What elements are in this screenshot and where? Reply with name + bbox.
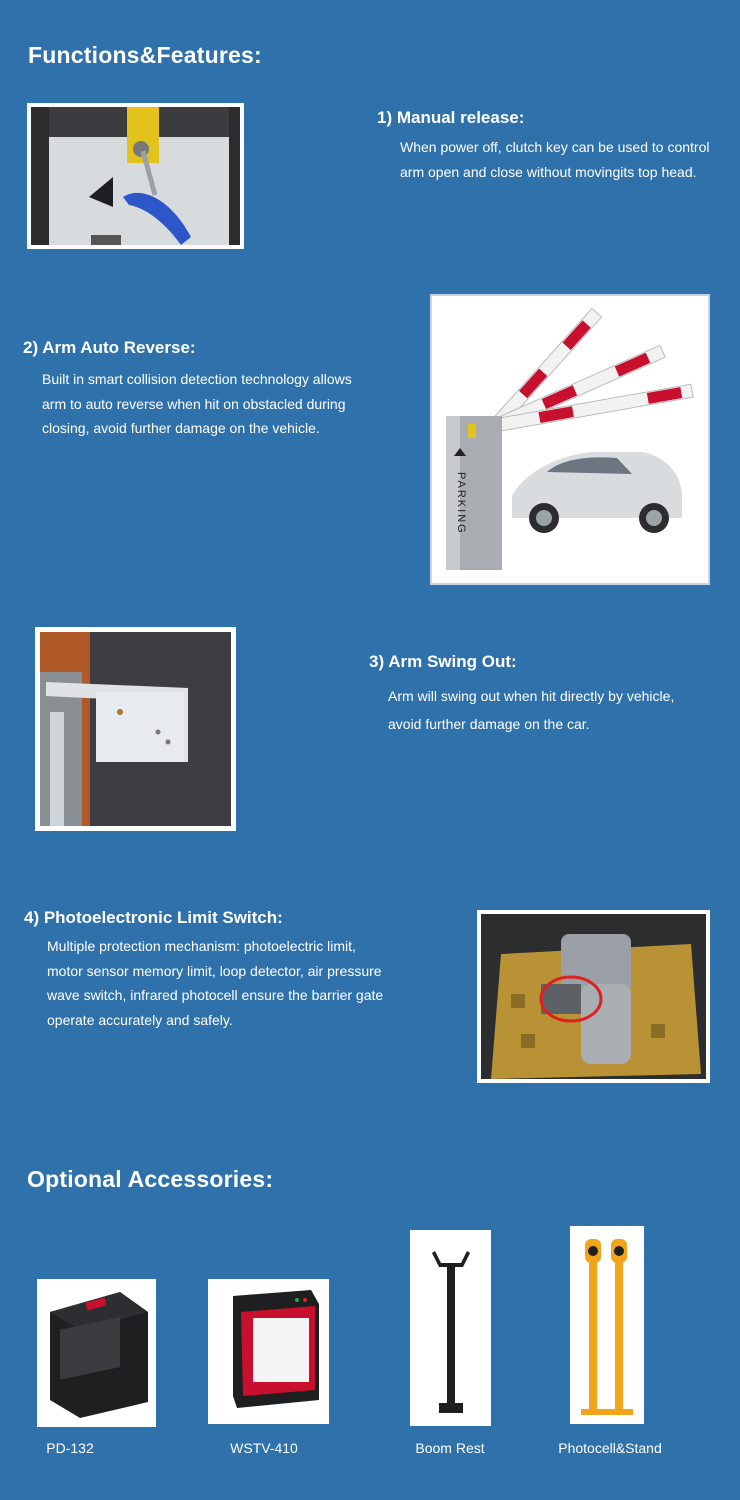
feature-4-line-2: motor sensor memory limit, loop detector, air pressure	[47, 962, 382, 979]
barrier-car-photo	[430, 294, 710, 585]
feature-1-line-2: arm open and close without movingits top head.	[400, 163, 697, 180]
feature-4-line-4: operate accurately and safely.	[47, 1011, 233, 1028]
feature-2-line-3: closing, avoid further damage on the vehicle.	[42, 420, 320, 436]
feature-4-line-1: Multiple protection mechanism: photoelectric limit,	[47, 938, 356, 954]
feature-3-description	[388, 682, 674, 738]
feature-3-title: 3) Arm Swing Out:	[369, 652, 517, 671]
swing-bracket-photo	[35, 627, 236, 831]
functions-title: Functions&Features:	[28, 42, 262, 68]
feature-4-description	[47, 934, 383, 1032]
limit-switch-photo	[477, 910, 710, 1083]
accessory-label-boom-rest: Boom Rest	[415, 1440, 485, 1456]
parking-text: PARKING	[455, 472, 467, 535]
feature-2-line-2: arm to auto reverse when hit on obstacled during	[42, 395, 346, 412]
accessory-label-wstv410: WSTV-410	[230, 1440, 298, 1456]
feature-3-line-2: avoid further damage on the car.	[388, 716, 590, 732]
accessory-label-pd132: PD-132	[46, 1440, 94, 1456]
boom-rest-photo	[410, 1230, 491, 1426]
accessory-label-photocell-stand: Photocell&Stand	[558, 1440, 662, 1456]
clutch-key-photo	[27, 103, 244, 249]
wstv410-photo	[208, 1279, 329, 1424]
feature-1-title: 1) Manual release:	[377, 108, 525, 127]
feature-2-title: 2) Arm Auto Reverse:	[23, 338, 196, 357]
feature-1-line-1: When power off, clutch key can be used to control	[400, 139, 710, 155]
feature-2-description	[42, 367, 352, 441]
feature-2-line-1: Built in smart collision detection technology allows	[42, 371, 352, 387]
feature-4-line-3: wave switch, infrared photocell ensure the barrier gate	[47, 987, 384, 1003]
feature-1-description	[400, 135, 709, 184]
feature-3-line-1: Arm will swing out when hit directly by vehicle,	[388, 688, 675, 704]
photocell-stand-photo	[570, 1226, 644, 1424]
accessories-title: Optional Accessories:	[27, 1166, 274, 1192]
pd132-photo	[37, 1279, 156, 1427]
feature-4-title: 4) Photoelectronic Limit Switch:	[24, 908, 283, 927]
